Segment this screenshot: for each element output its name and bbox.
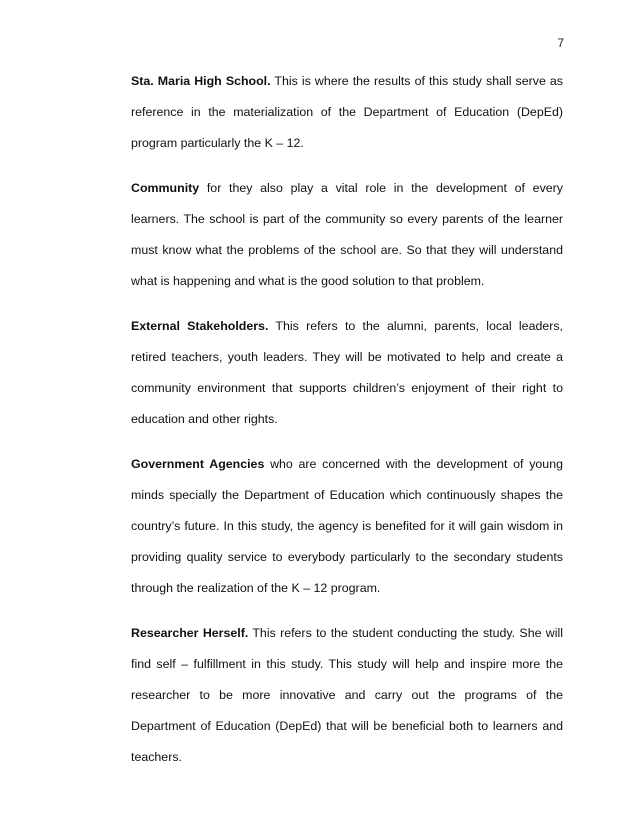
paragraph-text: for they also play a vital role in the development of every learners. The school is part of the community so every parents of the learner must know what the problems of the school are. So that they will understand what is happening and what is the good solution to that problem.: [131, 181, 563, 288]
paragraph-text: who are concerned with the development of young minds specially the Department of Education which continuously shapes the country’s future. In this study, the agency is benefited for it will gain wisdom in providing quality service to everybody particularly to the secondary students through the realization of the K – 12 program.: [131, 457, 563, 595]
paragraph-community: [131, 173, 563, 297]
page-number: 7: [557, 36, 564, 50]
document-body: [131, 66, 563, 787]
paragraph-text: This refers to the student conducting the study. She will find self – fulfillment in this study. This study will help and inspire more the researcher to be more innovative and carry out the programs of the Department of Education (DepEd) that will be beneficial both to learners and teachers.: [131, 626, 563, 764]
paragraph-term: Community: [131, 181, 200, 195]
paragraph-text: This refers to the alumni, parents, local leaders, retired teachers, youth leaders. They will be motivated to help and create a community environment that supports children’s enjoyment of their right to education and other rights.: [131, 319, 563, 426]
paragraph-term: External Stakeholders.: [131, 319, 269, 333]
paragraph-term: Researcher Herself.: [131, 626, 249, 640]
paragraph-text: This is where the results of this study shall serve as reference in the materialization of the Department of Education (DepEd) program particularly the K – 12.: [131, 74, 563, 150]
paragraph-researcher-herself: [131, 618, 563, 773]
paragraph-term: Sta. Maria High School.: [131, 74, 271, 88]
paragraph-sta-maria-high-school: [131, 66, 563, 159]
paragraph-term: Government Agencies: [131, 457, 265, 471]
paragraph-external-stakeholders: [131, 311, 563, 435]
paragraph-government-agencies: [131, 449, 563, 604]
